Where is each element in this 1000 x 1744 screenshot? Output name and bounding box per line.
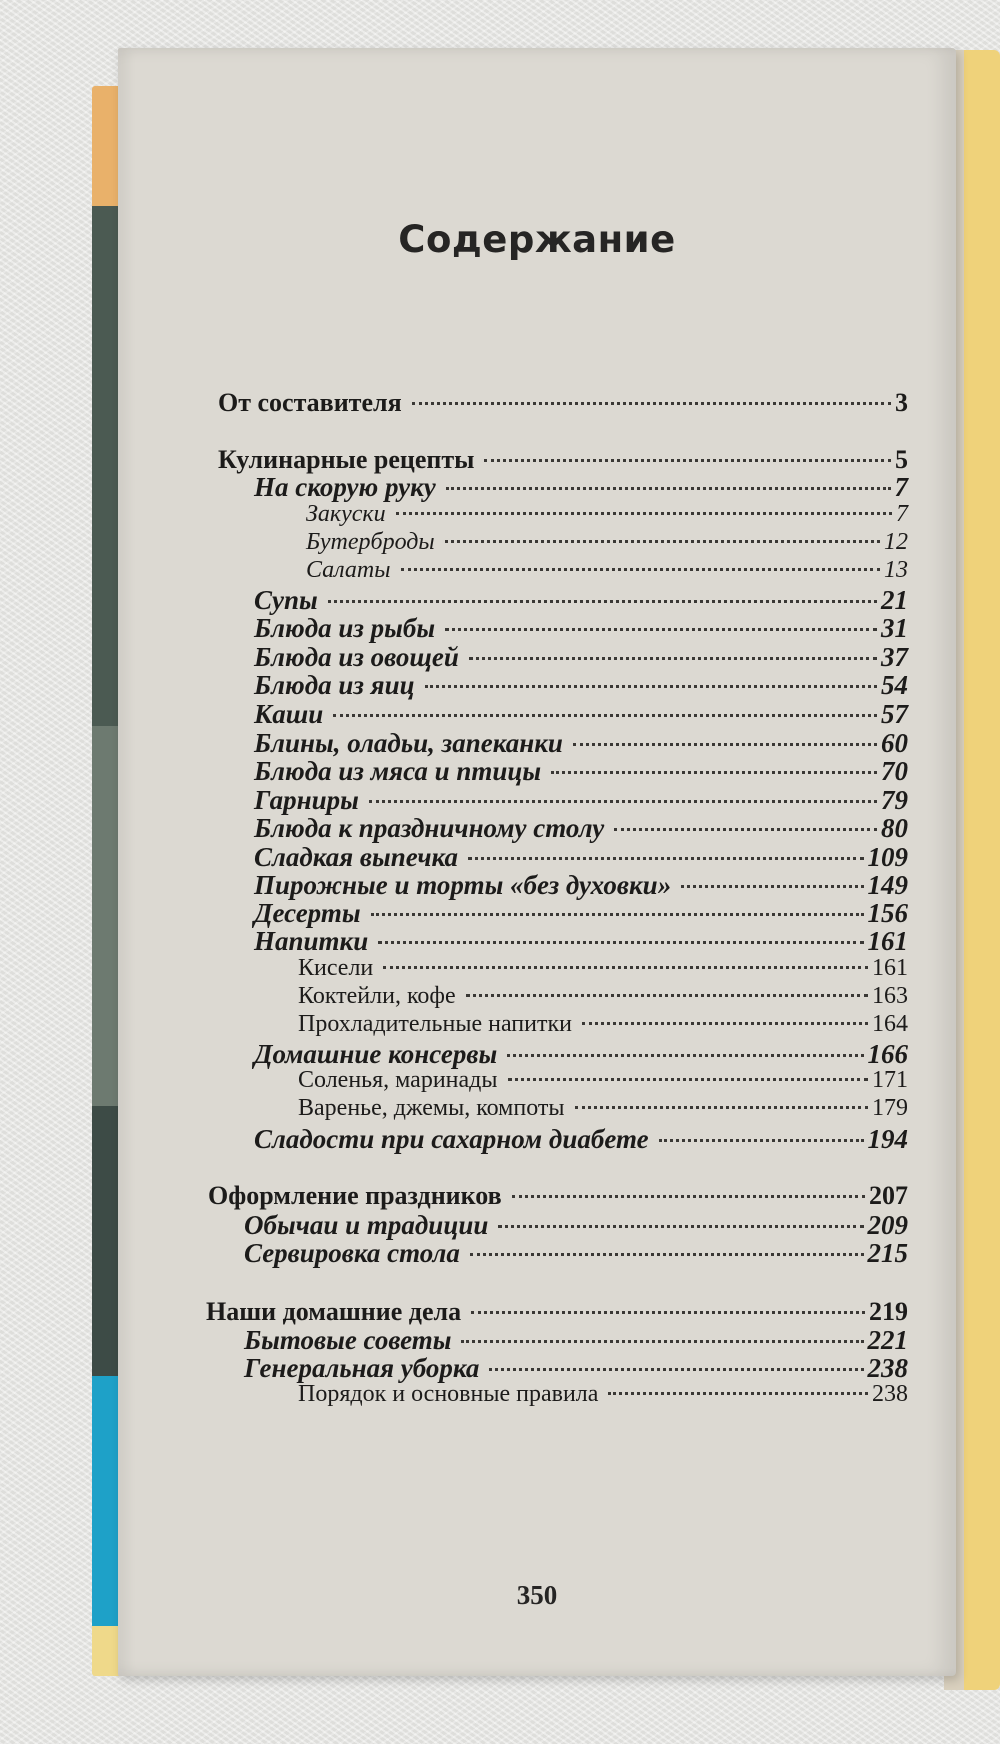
toc-entry-label: Сладости при сахарном диабете — [254, 1124, 649, 1154]
dot-leader — [369, 800, 877, 803]
toc-entry-label: Каши — [254, 699, 324, 729]
toc-entry-label: Десерты — [254, 898, 361, 928]
table-of-contents — [118, 48, 956, 1676]
toc-entry-page: 109 — [867, 842, 908, 872]
toc-entry-page: 37 — [881, 642, 908, 672]
toc-entry-page: 57 — [881, 699, 908, 729]
dot-leader — [470, 1253, 864, 1256]
dot-leader — [469, 657, 877, 660]
toc-entry-page: 238 — [872, 1381, 908, 1407]
toc-entry — [298, 1067, 908, 1094]
toc-entry-page: 3 — [895, 388, 908, 417]
toc-entry-label: На скорую руку — [254, 472, 436, 502]
toc-entry-page: 7 — [894, 472, 908, 502]
dot-leader — [328, 600, 877, 603]
dot-leader — [573, 743, 877, 746]
toc-entry-page: 54 — [881, 670, 908, 700]
toc-entry-label: От составителя — [218, 388, 402, 417]
toc-entry — [218, 388, 908, 418]
dot-leader — [681, 885, 863, 888]
toc-entry — [244, 1238, 908, 1269]
toc-entry — [254, 472, 908, 503]
toc-entry — [254, 870, 908, 901]
toc-entry — [298, 983, 908, 1010]
toc-entry-label: Блюда из мяса и птицы — [254, 756, 542, 786]
dot-leader — [401, 568, 880, 571]
toc-entry-label: Закуски — [306, 501, 386, 527]
dot-leader — [659, 1139, 864, 1142]
toc-entry-page: 207 — [869, 1181, 908, 1210]
toc-entry — [306, 557, 908, 584]
toc-entry-label: Коктейли, кофе — [298, 983, 456, 1009]
dot-leader — [468, 857, 863, 860]
toc-entry-page: 161 — [867, 926, 908, 956]
dot-leader — [396, 512, 892, 515]
dot-leader — [508, 1078, 869, 1081]
toc-entry — [244, 1353, 908, 1384]
dot-leader — [507, 1054, 863, 1057]
toc-entry-label: Сладкая выпечка — [254, 842, 459, 872]
toc-entry-label: Соленья, маринады — [298, 1067, 498, 1093]
dot-leader — [412, 402, 891, 405]
toc-entry-page: 161 — [872, 955, 908, 981]
toc-entry-page: 163 — [872, 983, 908, 1009]
toc-entry — [254, 585, 908, 616]
toc-entry-label: Обычаи и традиции — [244, 1210, 489, 1240]
toc-entry — [254, 1039, 908, 1070]
toc-entry — [298, 1381, 908, 1408]
toc-entry-page: 12 — [884, 529, 908, 555]
toc-entry-page: 215 — [867, 1238, 908, 1268]
toc-entry — [306, 501, 908, 528]
dot-leader — [551, 771, 877, 774]
toc-entry-label: Кисели — [298, 955, 374, 981]
toc-entry-page: 179 — [872, 1095, 908, 1121]
toc-entry — [208, 1181, 908, 1211]
toc-entry-page: 149 — [867, 870, 908, 900]
toc-entry-label: Домашние консервы — [254, 1039, 498, 1069]
toc-entry-page: 60 — [881, 728, 908, 758]
toc-entry — [254, 898, 908, 929]
dot-leader — [484, 459, 891, 462]
toc-entry-label: Бутерброды — [306, 529, 435, 555]
toc-entry-label: Блюда к праздничному столу — [254, 813, 605, 843]
toc-entry-label: Оформление праздников — [208, 1181, 502, 1210]
toc-entry-page: 13 — [884, 557, 908, 583]
toc-entry-page: 166 — [867, 1039, 908, 1069]
toc-entry-page: 31 — [881, 613, 908, 643]
toc-entry-page: 219 — [869, 1297, 908, 1326]
dot-leader — [512, 1195, 865, 1198]
toc-entry-label: Генеральная уборка — [244, 1353, 480, 1383]
toc-entry-page: 5 — [895, 445, 908, 474]
toc-entry-label: Порядок и основные правила — [298, 1381, 599, 1407]
dot-leader — [445, 628, 877, 631]
toc-entry-page: 79 — [881, 785, 908, 815]
toc-entry — [254, 842, 908, 873]
toc-entry — [254, 670, 908, 701]
toc-entry — [254, 756, 908, 787]
dot-leader — [498, 1225, 863, 1228]
toc-entry-label: Блюда из рыбы — [254, 613, 436, 643]
toc-entry-page: 209 — [867, 1210, 908, 1240]
toc-entry-page: 156 — [867, 898, 908, 928]
toc-entry-label: Напитки — [254, 926, 369, 956]
toc-entry-label: Блины, оладьи, запеканки — [254, 728, 563, 758]
dot-leader — [614, 828, 877, 831]
dot-leader — [471, 1311, 865, 1314]
toc-entry-page: 238 — [867, 1353, 908, 1383]
toc-entry — [298, 1011, 908, 1038]
toc-entry-label: Гарниры — [254, 785, 359, 815]
toc-entry-label: Пирожные и торты «без духовки» — [254, 870, 672, 900]
toc-entry — [254, 813, 908, 844]
toc-entry — [298, 955, 908, 982]
dot-leader — [461, 1340, 863, 1343]
toc-entry-page: 171 — [872, 1067, 908, 1093]
toc-entry — [218, 445, 908, 475]
dot-leader — [333, 714, 877, 717]
toc-entry-label: Бытовые советы — [244, 1325, 452, 1355]
toc-entry-label: Кулинарные рецепты — [218, 445, 475, 474]
toc-entry — [298, 1095, 908, 1122]
toc-entry — [244, 1325, 908, 1356]
toc-entry-page: 21 — [881, 585, 908, 615]
toc-entry — [254, 926, 908, 957]
dot-leader — [608, 1392, 868, 1395]
toc-entry-label: Салаты — [306, 557, 391, 583]
toc-entry-label: Блюда из яиц — [254, 670, 415, 700]
toc-entry — [254, 699, 908, 730]
toc-entry-page: 194 — [867, 1124, 908, 1154]
dot-leader — [371, 913, 864, 916]
toc-entry — [206, 1297, 908, 1327]
toc-entry-page: 7 — [896, 501, 908, 527]
toc-entry — [306, 529, 908, 556]
toc-entry-label: Прохладительные напитки — [298, 1011, 572, 1037]
dot-leader — [378, 941, 863, 944]
dot-leader — [425, 685, 877, 688]
toc-entry — [254, 785, 908, 816]
toc-entry — [254, 1124, 908, 1155]
page-number: 350 — [516, 1580, 558, 1610]
dot-leader — [383, 966, 868, 969]
dot-leader — [446, 487, 891, 490]
toc-entry-page: 221 — [867, 1325, 908, 1355]
dot-leader — [445, 540, 880, 543]
toc-entry-page: 80 — [881, 813, 908, 843]
toc-entry-page: 164 — [872, 1011, 908, 1037]
toc-entry-label: Сервировка стола — [244, 1238, 460, 1268]
toc-entry-label: Варенье, джемы, компоты — [298, 1095, 565, 1121]
dot-leader — [575, 1106, 868, 1109]
toc-entry-label: Блюда из овощей — [254, 642, 459, 672]
toc-entry — [254, 728, 908, 759]
page-title: Содержание — [398, 218, 676, 261]
toc-entry-label: Супы — [254, 585, 318, 615]
toc-entry — [254, 613, 908, 644]
toc-entry — [254, 642, 908, 673]
toc-entry — [244, 1210, 908, 1241]
toc-entry-page: 70 — [881, 756, 908, 786]
dot-leader — [489, 1368, 863, 1371]
dot-leader — [466, 994, 868, 997]
dot-leader — [582, 1022, 868, 1025]
book-page — [118, 48, 956, 1676]
toc-entry-label: Наши домашние дела — [206, 1297, 462, 1326]
